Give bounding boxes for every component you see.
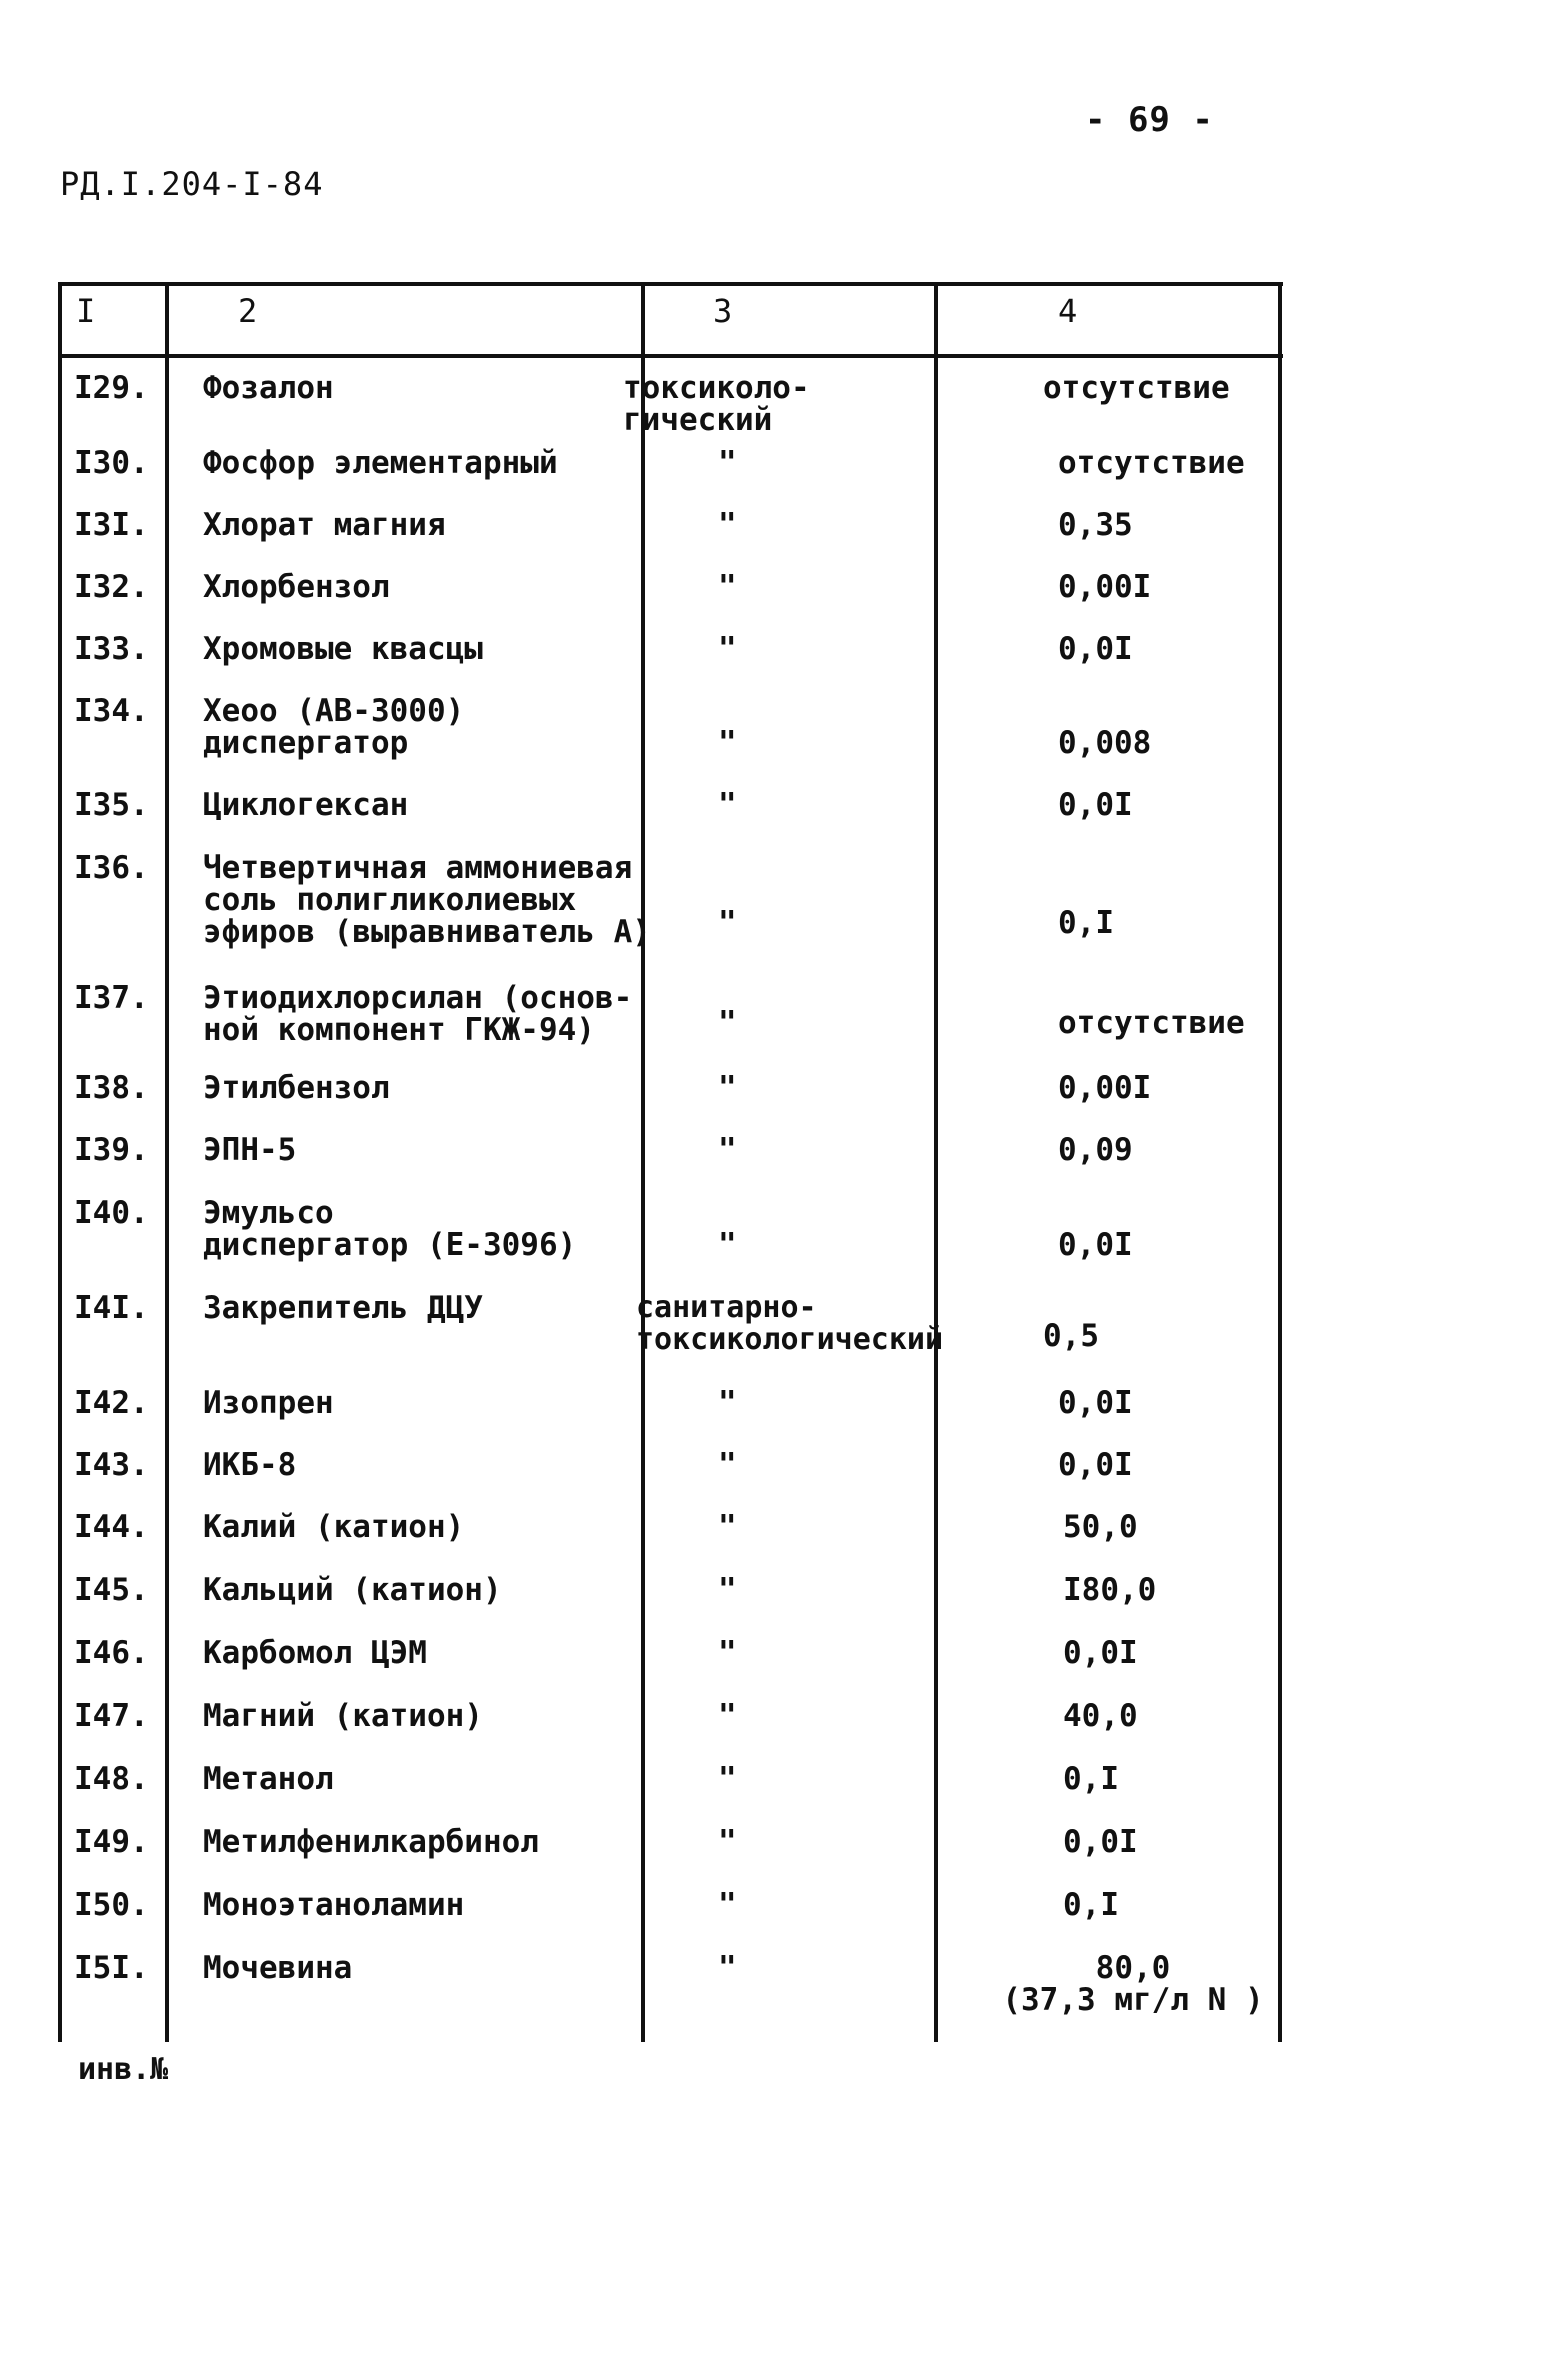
substance-name: ЭПН-5	[203, 1132, 297, 1168]
max-concentration: 0,I	[1063, 1761, 1119, 1797]
column-border-1	[58, 282, 62, 2042]
row-number: I35.	[74, 787, 149, 823]
row-number: I40.	[74, 1195, 149, 1231]
row-number: I43.	[74, 1447, 149, 1483]
substance-name: ИКБ-8	[203, 1447, 297, 1483]
hazard-indicator: "	[718, 1824, 737, 1860]
max-concentration: 0,35	[1058, 507, 1133, 543]
hazard-indicator: "	[718, 725, 737, 761]
row-number: I44.	[74, 1509, 149, 1545]
hazard-indicator: "	[718, 631, 737, 667]
row-number: I29.	[74, 370, 149, 406]
header-col-1: I	[76, 292, 96, 330]
row-number: I46.	[74, 1635, 149, 1671]
max-concentration: 0,0I	[1058, 1385, 1133, 1421]
column-border-5	[1278, 282, 1282, 2042]
substance-name: Хлорбензол	[203, 569, 390, 605]
substance-name: Циклогексан	[203, 787, 409, 823]
max-concentration: I80,0	[1063, 1572, 1157, 1608]
column-border-4	[934, 282, 938, 2042]
substance-name: Кальций (катион)	[203, 1572, 502, 1608]
hazard-indicator: "	[718, 1509, 737, 1545]
row-number: I36.	[74, 850, 149, 886]
substance-name: Этиодихлорсилан (основ- ной компонент ГКЖ-94)	[203, 980, 633, 1048]
hazard-indicator: "	[718, 1572, 737, 1608]
hazard-indicator: "	[718, 1227, 737, 1263]
max-concentration: 0,I	[1058, 905, 1114, 941]
max-concentration: 0,008	[1058, 725, 1152, 761]
max-concentration: 0,0I	[1063, 1635, 1138, 1671]
substance-name: Калий (катион)	[203, 1509, 465, 1545]
row-number: I30.	[74, 445, 149, 481]
hazard-indicator: "	[718, 445, 737, 481]
hazard-indicator: "	[718, 1887, 737, 1923]
row-number: I3I.	[74, 507, 149, 543]
substance-name: Мочевина	[203, 1950, 353, 1986]
substance-name: Четвертичная аммониевая соль полигликолиевых эфиров (выравниватель А)	[203, 850, 651, 950]
hazard-indicator: "	[718, 1005, 737, 1041]
header-col-4: 4	[1058, 292, 1078, 330]
hazard-indicator: "	[718, 787, 737, 823]
substance-name: Эмульсо диспергатор (Е-3096)	[203, 1195, 577, 1263]
document-code: РД.I.204-I-84	[60, 165, 324, 203]
row-number: I45.	[74, 1572, 149, 1608]
max-concentration: 50,0	[1063, 1509, 1138, 1545]
substance-name: Этилбензол	[203, 1070, 390, 1106]
substances-table	[58, 282, 1283, 2042]
hazard-indicator: "	[718, 1070, 737, 1106]
max-concentration: 40,0	[1063, 1698, 1138, 1734]
substance-name: Изопрен	[203, 1385, 334, 1421]
substance-name: Магний (катион)	[203, 1698, 483, 1734]
row-number: I47.	[74, 1698, 149, 1734]
max-concentration: 0,0I	[1058, 787, 1133, 823]
hazard-indicator: "	[718, 1698, 737, 1734]
substance-name: Фосфор элементарный	[203, 445, 558, 481]
substance-name: Закрепитель ДЦУ	[203, 1290, 483, 1326]
max-concentration: отсутствие	[1043, 370, 1230, 406]
header-col-2: 2	[238, 292, 258, 330]
max-concentration: отсутствие	[1058, 445, 1245, 481]
max-concentration: 0,0I	[1058, 631, 1133, 667]
row-number: I49.	[74, 1824, 149, 1860]
hazard-indicator: "	[718, 507, 737, 543]
max-concentration: 0,00I	[1058, 569, 1152, 605]
row-number: I38.	[74, 1070, 149, 1106]
hazard-indicator: "	[718, 1635, 737, 1671]
substance-name: Хромовые квасцы	[203, 631, 483, 667]
header-bottom-border	[58, 354, 1283, 358]
inventory-number-label: инв.№	[78, 2052, 169, 2087]
hazard-indicator: "	[718, 569, 737, 605]
row-number: I4I.	[74, 1290, 149, 1326]
row-number: I50.	[74, 1887, 149, 1923]
hazard-indicator: "	[718, 1447, 737, 1483]
row-number: I42.	[74, 1385, 149, 1421]
max-concentration: 0,09	[1058, 1132, 1133, 1168]
hazard-indicator: санитарно- токсикологический	[636, 1290, 944, 1357]
max-concentration: отсутствие	[1058, 1005, 1245, 1041]
row-number: I33.	[74, 631, 149, 667]
row-number: I32.	[74, 569, 149, 605]
substance-name: Метилфенилкарбинол	[203, 1824, 539, 1860]
substance-name: Метанол	[203, 1761, 334, 1797]
hazard-indicator: "	[718, 1385, 737, 1421]
row-number: I39.	[74, 1132, 149, 1168]
substance-name: Хеоо (АВ-3000) диспергатор	[203, 693, 465, 761]
substance-name: Карбомол ЦЭМ	[203, 1635, 427, 1671]
table-top-border	[58, 282, 1283, 286]
hazard-indicator: "	[718, 1950, 737, 1986]
row-number: I48.	[74, 1761, 149, 1797]
max-concentration: 0,5	[1043, 1318, 1099, 1354]
row-number: I37.	[74, 980, 149, 1016]
substance-name: Хлорат магния	[203, 507, 446, 543]
hazard-indicator: "	[718, 905, 737, 941]
max-concentration: 0,0I	[1058, 1447, 1133, 1483]
header-col-3: 3	[713, 292, 733, 330]
max-concentration: 0,0I	[1063, 1824, 1138, 1860]
max-concentration: 0,I	[1063, 1887, 1119, 1923]
max-concentration: 80,0 (37,3 мг/л N )	[1002, 1950, 1264, 2018]
column-border-3	[641, 282, 645, 2042]
hazard-indicator: "	[718, 1132, 737, 1168]
substance-name: Моноэтаноламин	[203, 1887, 465, 1923]
hazard-indicator: "	[718, 1761, 737, 1797]
page-number: - 69 -	[1085, 100, 1214, 140]
max-concentration: 0,0I	[1058, 1227, 1133, 1263]
column-border-2	[165, 282, 169, 2042]
row-number: I34.	[74, 693, 149, 729]
row-number: I5I.	[74, 1950, 149, 1986]
hazard-indicator: токсиколо- гический	[623, 370, 810, 438]
substance-name: Фозалон	[203, 370, 334, 406]
max-concentration: 0,00I	[1058, 1070, 1152, 1106]
